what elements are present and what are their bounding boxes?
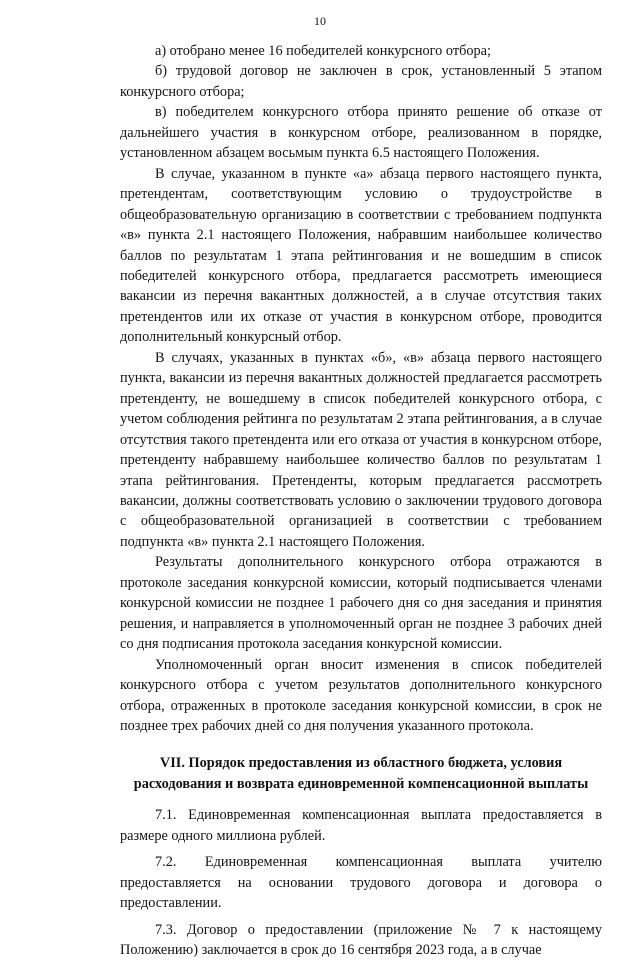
- paragraph-additional-results: Результаты дополнительного конкурсного отбора отражаются в протоколе заседания конкурсной комиссии, который подписывается членами конкурсной комиссии не позднее 1 рабочего дня со дня заседания и принятия решения, и направляется в уполномоченный орган не позднее 3 рабочих дней со дня подписания протокола заседания конкурсной комиссии.: [120, 554, 602, 653]
- section-heading: VII. Порядок предоставления из областного бюджета, условия расходования и возврата единовременной компенсационной выплаты: [133, 755, 589, 792]
- paragraph-clause-b: б) трудовой договор не заключен в срок, установленный 5 этапом конкурсного отбора;: [120, 63, 602, 100]
- paragraph-authorized-body: Уполномоченный орган вносит изменения в список победителей конкурсного отбора с учетом результатов дополнительного конкурсного отбора, отраженных в протоколе заседания конкурсной комиссии, в срок не позднее трех рабочих дней со дня получения указанного протокола.: [120, 656, 602, 734]
- paragraph-clause-v: в) победителем конкурсного отбора принято решение об отказе от дальнейшего участия в конкурсном отборе, реализованном в порядке, установленном абзацем восьмым пункта 6.5 настоящего Положения.: [120, 104, 602, 162]
- paragraph-clause-a: а) отобрано менее 16 победителей конкурсного отбора;: [155, 43, 491, 59]
- paragraph-case-b-v: В случаях, указанных в пунктах «б», «в» абзаца первого настоящего пункта, вакансии из перечня вакантных должностей предлагается рассмотреть претенденту, не вошедшему в список победителей конкурсного отбора, с учетом соблюдения рейтинга по результатам 2 этапа рейтингования, а в случае отсутствия такого претендента или его отказа от участия в конкурсном отборе, претенденту набравшему наибольшее количество баллов по результатам 1 этапа рейтингования. Претенденты, которым предлагается рассмотреть вакансии, должны соответствовать условию о заключении трудового договора с общеобразовательной организацией в соответствии с требованием подпункта «в» пункта 2.1 настоящего Положения.: [120, 349, 602, 550]
- paragraph-7-3: 7.3. Договор о предоставлении (приложение № 7 к настоящему Положению) заключается в срок до 16 сентября 2023 года, а в случае: [120, 921, 602, 959]
- page-number: 10: [314, 14, 326, 28]
- document-body: [120, 41, 602, 960]
- paragraph-7-2: 7.2. Единовременная компенсационная выплата учителю предоставляется на основании трудового договора и договора о предоставлении.: [120, 854, 602, 912]
- paragraph-7-1: 7.1. Единовременная компенсационная выплата предоставляется в размере одного миллиона рублей.: [120, 807, 602, 844]
- paragraph-case-a: В случае, указанном в пункте «а» абзаца первого настоящего пункта, претендентам, соответствующим условию о трудоустройстве в общеобразовательную организацию в соответствии с требованием подпункта «в» пункта 2.1 настоящего Положения, набравшим наибольшее количество баллов по результатам 1 этапа рейтингования и не вошедшим в список победителей конкурсного отбора, предлагается рассмотреть имеющиеся вакансии из перечня вакантных должностей, а в случае отсутствия таких претендентов или их отказе от участия в конкурсном отборе, проводится дополнительный конкурсный отбор.: [120, 165, 602, 346]
